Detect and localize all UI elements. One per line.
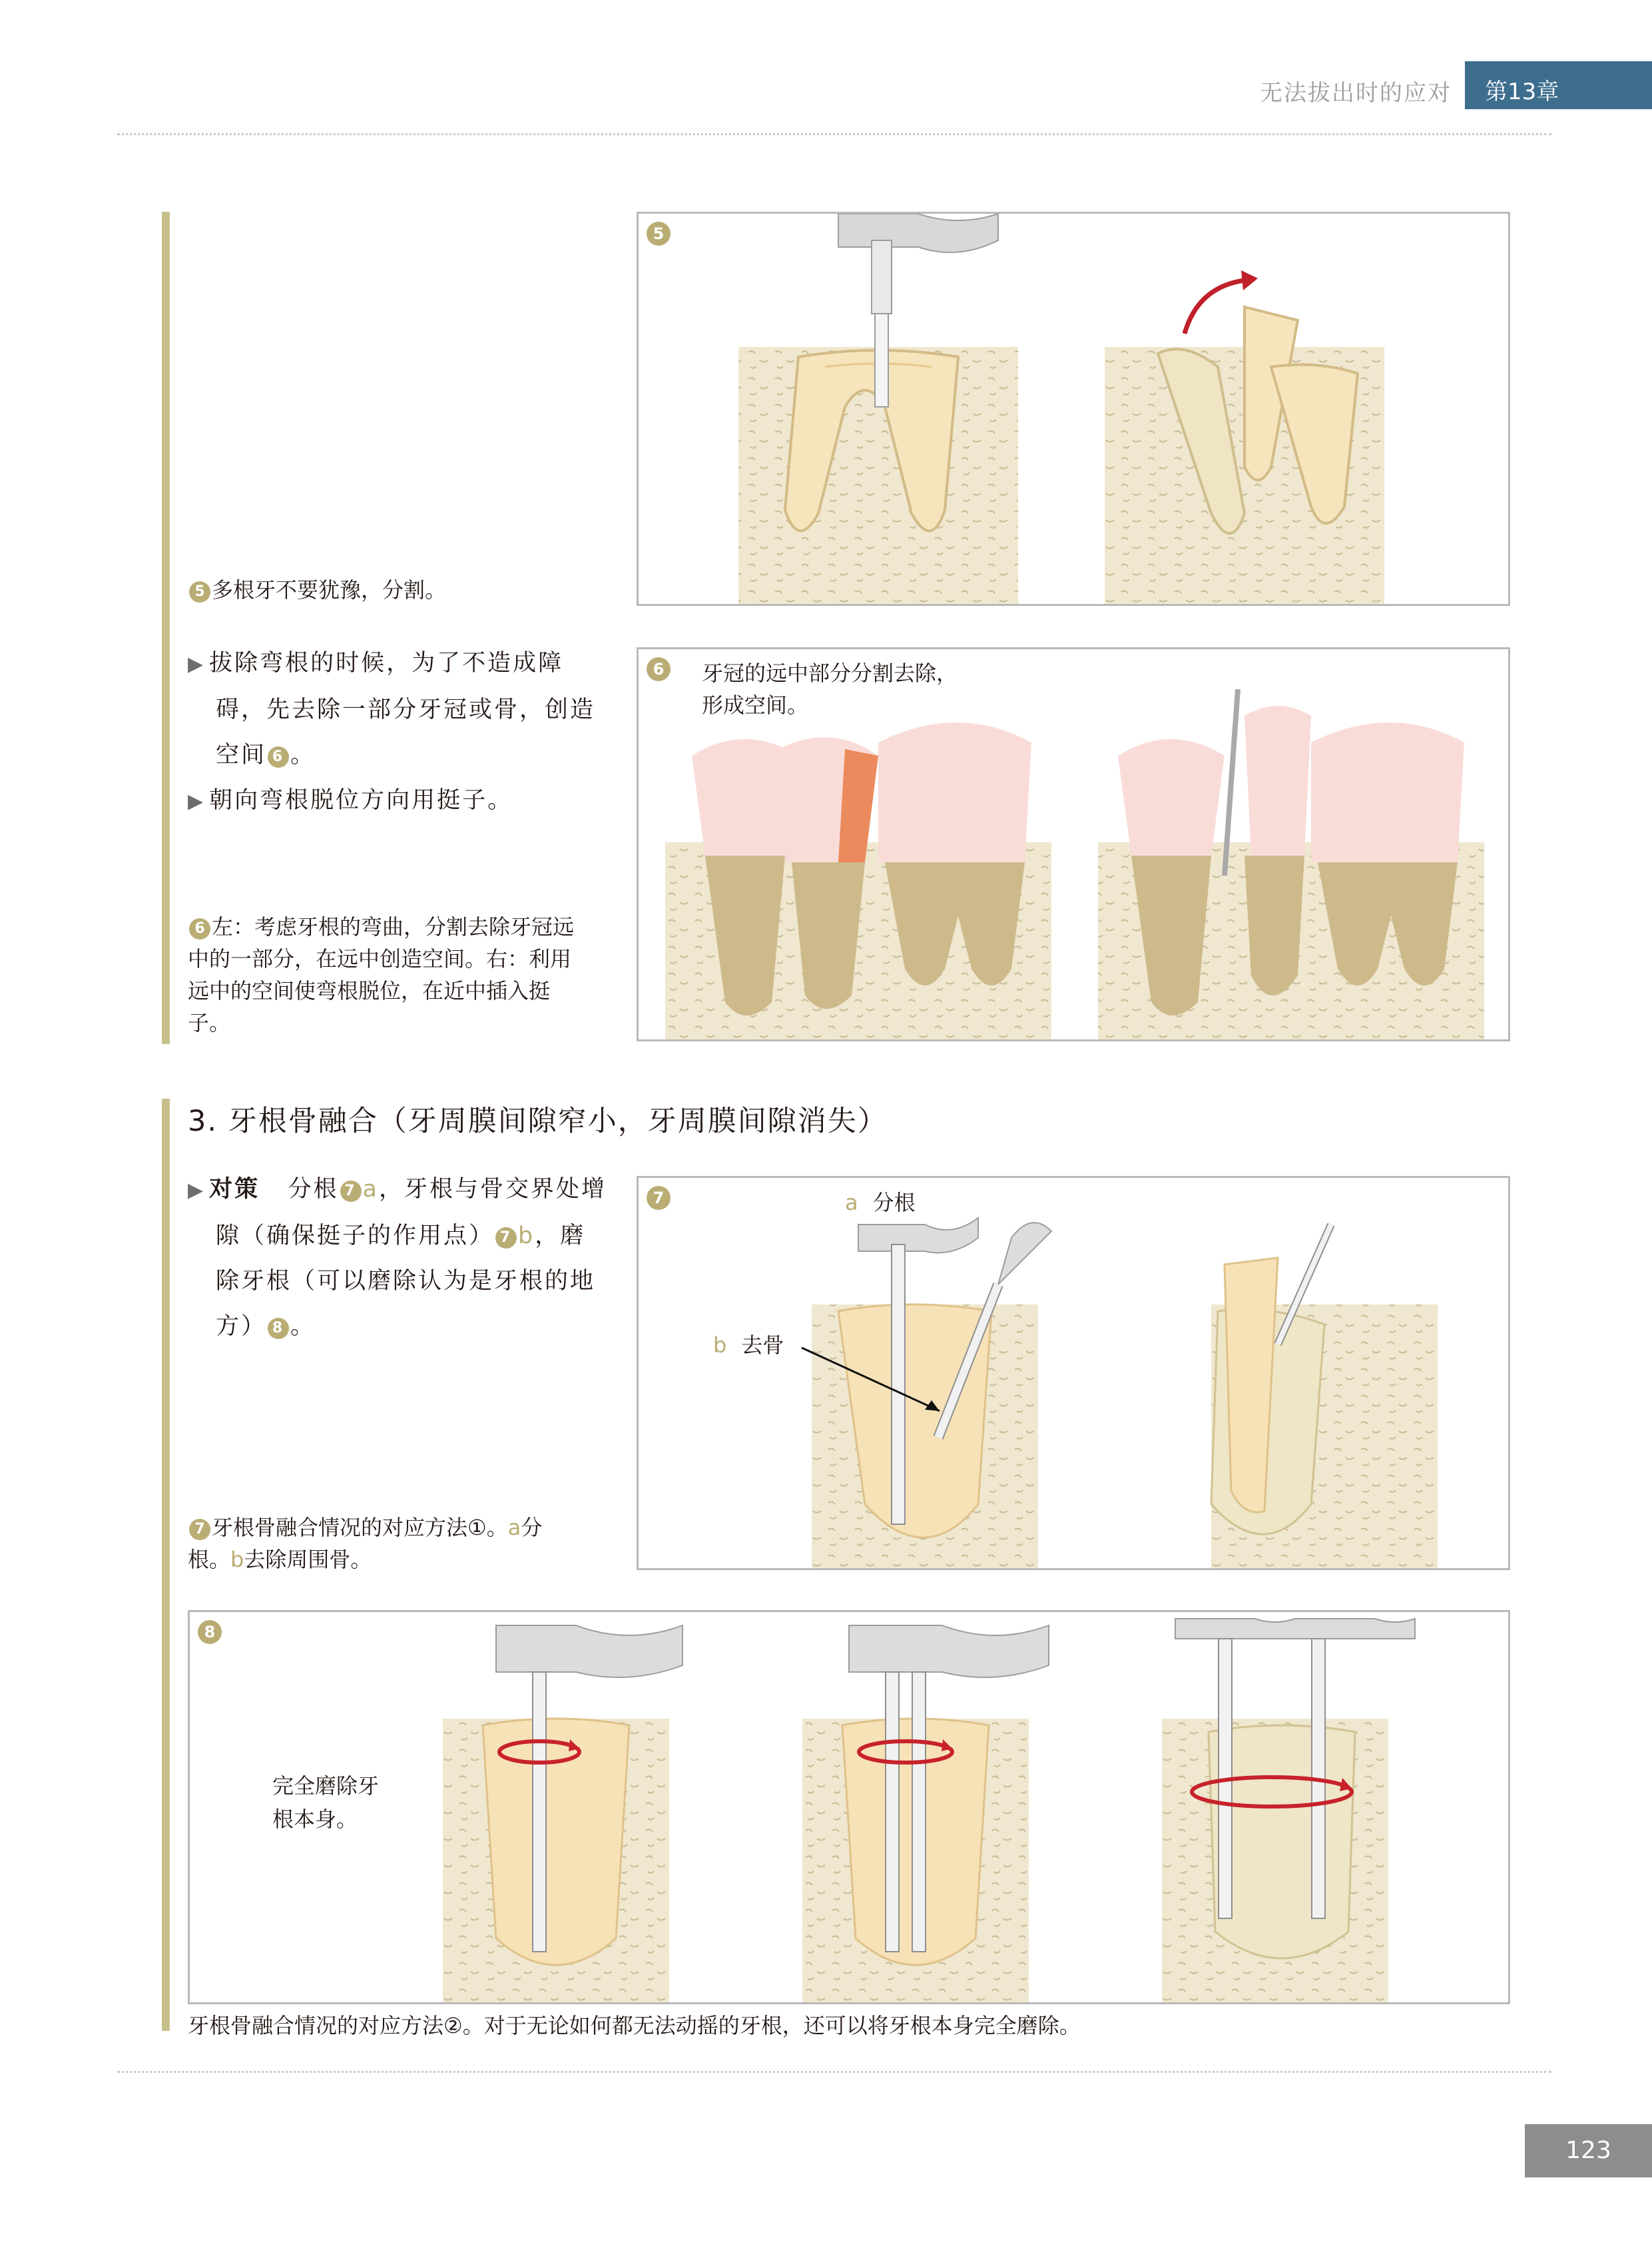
paragraph-line: 空间 [216, 742, 267, 768]
label-letter-b: b [713, 1332, 727, 1358]
figure-5-frame [637, 212, 1510, 606]
figure-7-badge: 7 [647, 1186, 671, 1210]
header-divider [117, 133, 1551, 135]
paragraph-line: 拔除弯根的时候，为了不造成障 [209, 650, 564, 677]
paragraph-strategy [188, 1167, 621, 1349]
figure-6-illustration [639, 649, 1510, 1041]
figure-7-caption-text: 根。 [188, 1547, 231, 1572]
figure-6-badge: 6 [647, 657, 671, 681]
side-bar-lower [162, 1099, 170, 2031]
figure-8-note-line: 完全磨除牙 [272, 1773, 380, 1799]
figure-7-frame [637, 1176, 1510, 1570]
bullet-triangle-icon: ▶ [188, 790, 206, 813]
figure-6-note-line: 牙冠的远中部分分割去除， [702, 661, 958, 686]
figure-7-ref-badge: 7 [189, 1519, 210, 1540]
paragraph-line: 碍，先去除一部分牙冠或骨，创造 [216, 697, 596, 723]
figure-6-note-line: 形成空间。 [702, 693, 809, 718]
figure-6-ref-badge: 6 [268, 746, 289, 768]
figure-7-illustration [639, 1178, 1510, 1570]
paragraph-line: ，磨 [535, 1223, 586, 1249]
bullet-triangle-icon: ▶ [188, 1179, 206, 1202]
figure-5-badge: 5 [647, 222, 671, 246]
paragraph-line: 。 [290, 1313, 316, 1340]
figure-7-caption-text: 牙根骨融合情况的对应方法①。 [212, 1515, 508, 1540]
figure-8-caption: 牙根骨融合情况的对应方法②。对于无论如何都无法动摇的牙根，还可以将牙根本身完全磨除。 [188, 2013, 1081, 2038]
page-number: 123 [1525, 2124, 1652, 2177]
paragraph-curved-root [188, 641, 621, 824]
running-header-title: 无法拔出时的应对 [1260, 80, 1452, 107]
section-3-heading: 3. 牙根骨融合（牙周膜间隙窄小，牙周膜间隙消失） [188, 1105, 888, 1138]
footer-divider [117, 2071, 1551, 2073]
figure-6-ref-badge: 6 [189, 918, 210, 940]
figure-5-ref-badge: 5 [189, 581, 210, 603]
paragraph-line-end: 。 [290, 742, 316, 768]
figure-6-caption-line: 中的一部分，在远中创造空间。右：利用 [188, 946, 572, 972]
ref-letter-a: a [362, 1176, 379, 1203]
figure-6-caption-line: 子。 [188, 1010, 231, 1035]
bullet-triangle-icon: ▶ [188, 653, 206, 676]
figure-6-caption-line: 左：考虑牙根的弯曲，分割去除牙冠远 [212, 914, 575, 940]
figure-6-caption-line: 远中的空间使弯根脱位，在近中插入挺 [188, 978, 551, 1003]
paragraph-line: 隙（确保挺子的作用点） [216, 1223, 495, 1249]
paragraph-line: 除牙根（可以磨除认为是牙根的地 [216, 1268, 596, 1294]
label-letter-a: a [845, 1190, 858, 1215]
paragraph-line: 分根 [288, 1176, 339, 1203]
figure-6-frame [637, 647, 1510, 1041]
figure-8-illustration [190, 1612, 1510, 2004]
figure-7-ref-badge: 7 [340, 1181, 362, 1202]
caption-letter-a: a [507, 1515, 521, 1540]
paragraph-line: 朝向弯根脱位方向用挺子。 [209, 787, 513, 814]
figure-8-badge: 8 [198, 1620, 222, 1644]
figure-5-caption-text: 多根牙不要犹豫，分割。 [212, 577, 447, 603]
caption-letter-b: b [230, 1547, 244, 1572]
figure-7-caption-text: 去除周围骨。 [244, 1547, 372, 1572]
side-bar-upper [162, 212, 170, 1044]
chapter-tab: 第13章 [1465, 61, 1652, 109]
figure-7-caption-text: 分 [521, 1515, 543, 1540]
figure-8-note-line: 根本身。 [272, 1807, 358, 1832]
figure-5-caption [188, 574, 446, 606]
figure-8-ref-badge: 8 [268, 1318, 289, 1339]
strategy-label: 对策 [209, 1176, 260, 1203]
label-text-b: 去骨 [741, 1332, 784, 1358]
paragraph-line: 方） [216, 1313, 267, 1340]
paragraph-line: ，牙根与骨交界处增 [378, 1176, 607, 1203]
ref-letter-b: b [518, 1223, 535, 1249]
label-text-a: 分根 [872, 1190, 916, 1215]
figure-5-illustration [639, 214, 1510, 606]
figure-7-ref-badge: 7 [495, 1227, 517, 1249]
figure-8-frame [188, 1610, 1510, 2004]
figure-6-caption [188, 911, 621, 1039]
figure-7-caption [188, 1512, 621, 1575]
